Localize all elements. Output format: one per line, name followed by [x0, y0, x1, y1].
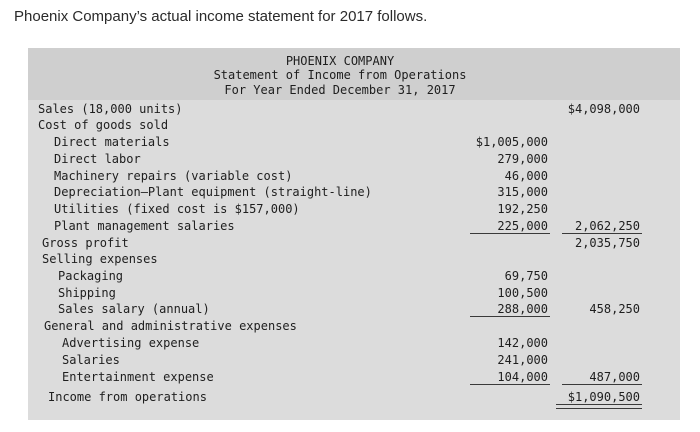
row-label-cogs: Cost of goods sold: [38, 118, 169, 132]
row-label-gross-profit: Gross profit: [42, 236, 129, 250]
total-general-admin: 487,000: [589, 370, 640, 384]
rule-ga-total: [562, 384, 642, 385]
row-label-machinery-repairs: Machinery repairs (variable cost): [54, 169, 293, 183]
row-label-advertising: Advertising expense: [62, 336, 200, 350]
amount-packaging: 69,750: [504, 269, 548, 283]
double-rule-income: [556, 404, 642, 409]
amount-entertainment: 104,000: [497, 370, 548, 384]
amount-sales-salary: 288,000: [497, 302, 548, 316]
row-label-entertainment: Entertainment expense: [62, 370, 214, 384]
row-label-income-from-operations: Income from operations: [48, 390, 207, 404]
row-label-selling-expenses: Selling expenses: [42, 252, 158, 266]
amount-utilities: 192,250: [497, 202, 548, 216]
row-label-depreciation: Depreciation—Plant equipment (straight-line): [54, 185, 372, 199]
total-gross-profit: 2,035,750: [574, 236, 640, 250]
row-label-direct-materials: Direct materials: [54, 135, 170, 149]
company-name: PHOENIX COMPANY: [285, 54, 395, 68]
total-sales: $4,098,000: [567, 102, 640, 116]
row-label-plant-salaries: Plant management salaries: [54, 219, 235, 233]
row-label-sales: Sales (18,000 units): [38, 102, 183, 116]
row-label-utilities: Utilities (fixed cost is $157,000): [54, 202, 300, 216]
amount-machinery-repairs: 46,000: [504, 169, 548, 183]
amount-depreciation: 315,000: [497, 185, 548, 199]
total-income-from-operations: $1,090,500: [567, 390, 640, 404]
amount-plant-salaries: 225,000: [497, 219, 548, 233]
rule-cogs-total: [562, 233, 642, 234]
row-label-direct-labor: Direct labor: [54, 152, 141, 166]
row-label-shipping: Shipping: [58, 286, 116, 300]
amount-direct-labor: 279,000: [497, 152, 548, 166]
total-cogs: 2,062,250: [574, 219, 640, 233]
row-label-sales-salary: Sales salary (annual): [58, 302, 210, 316]
statement-title: Statement of Income from Operations: [213, 68, 467, 82]
amount-shipping: 100,500: [497, 286, 548, 300]
question-text: Phoenix Company’s actual income statement for 2017 follows.: [14, 8, 428, 25]
row-label-general-admin: General and administrative expenses: [44, 319, 297, 333]
income-statement: [28, 48, 680, 420]
statement-period: For Year Ended December 31, 2017: [224, 83, 456, 97]
amount-direct-materials: $1,005,000: [475, 135, 548, 149]
rule-cogs-subtotal: [470, 233, 550, 234]
amount-advertising: 142,000: [497, 336, 548, 350]
row-label-packaging: Packaging: [58, 269, 124, 283]
amount-salaries: 241,000: [497, 353, 548, 367]
total-selling-expenses: 458,250: [589, 302, 640, 316]
row-label-salaries: Salaries: [62, 353, 120, 367]
rule-selling-subtotal: [470, 316, 550, 317]
rule-ga-subtotal: [470, 384, 550, 385]
